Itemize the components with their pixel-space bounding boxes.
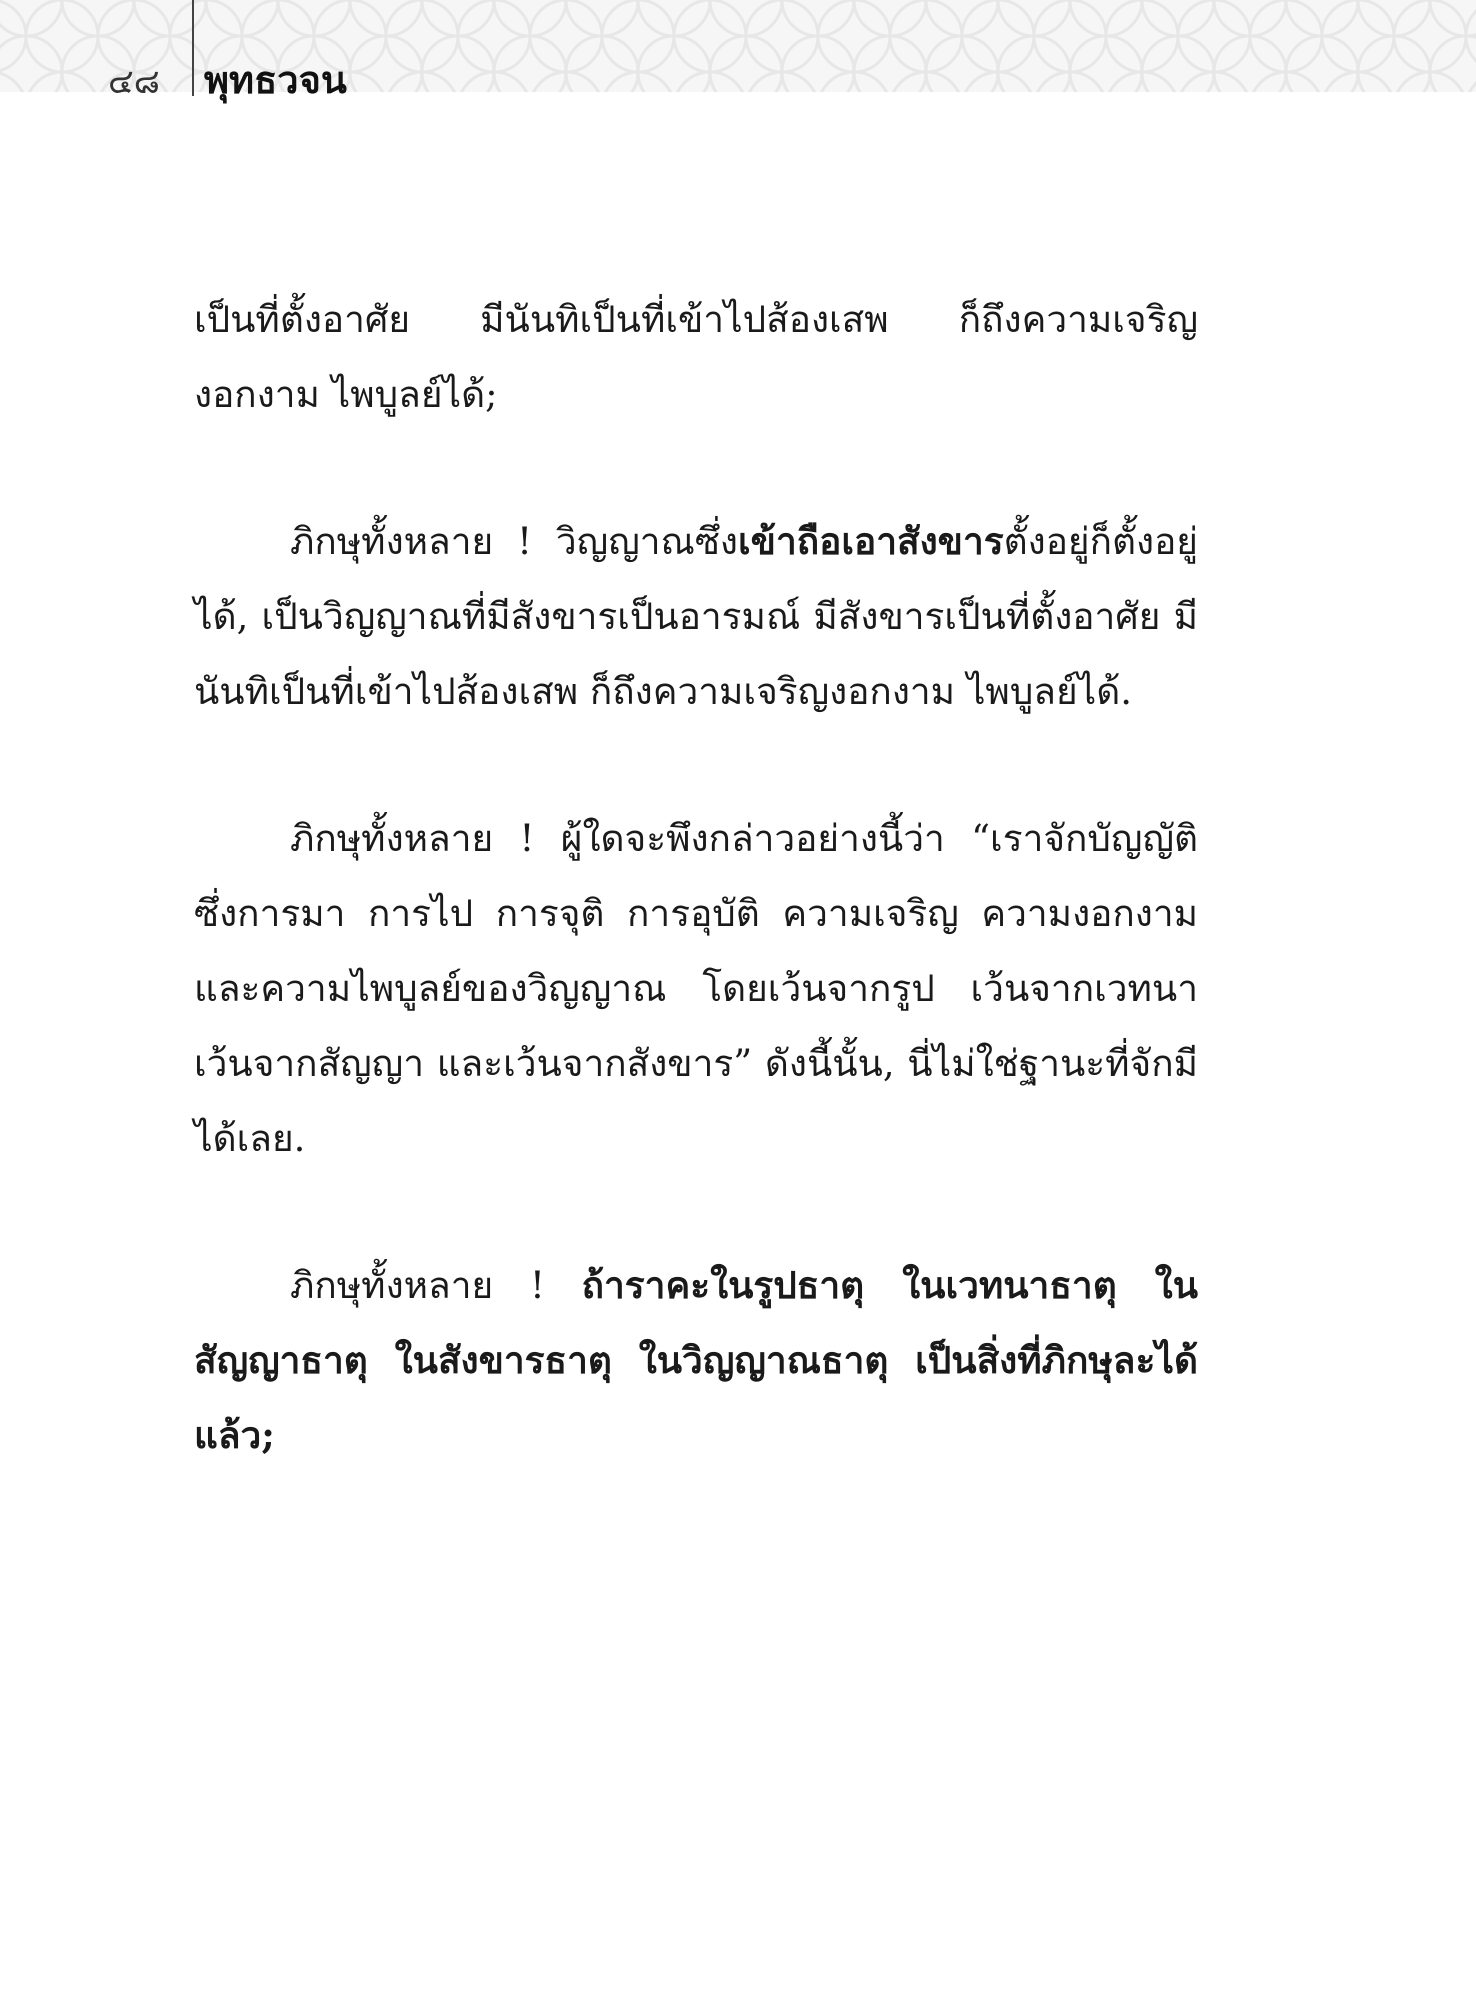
- page-content: [194, 282, 1198, 1545]
- paragraph-2-rest: ตั้งอยู่ก็ตั้งอยู่ได้, เป็นวิญญาณที่มีสังขารเป็นอารมณ์ มีสังขารเป็นที่ตั้งอาศัย มีนันทิเป็นที่เข้าไปส้องเสพ ก็ถึงความเจริญงอกงาม ไพบูลย์ได้.: [194, 520, 1198, 713]
- paragraph-1: เป็นที่ตั้งอาศัย มีนันทิเป็นที่เข้าไปส้องเสพ ก็ถึงความเจริญงอกงาม ไพบูลย์ได้;: [194, 298, 1198, 416]
- paragraph-2-lead: ภิกษุทั้งหลาย ! วิญญาณซึ่ง: [290, 520, 739, 563]
- paragraph-3: ภิกษุทั้งหลาย ! ผู้ใดจะพึงกล่าวอย่างนี้ว่า “เราจักบัญญัติ ซึ่งการมา การไป การจุติ การอุบัติ ความเจริญ ความงอกงาม และความไพบูลย์ของวิญญาณ โดยเว้นจากรูป เว้นจากเวทนา เว้นจากสัญญา และเว้นจากสังขาร” ดังนี้นั้น, นี่ไม่ใช่ฐานะที่จักมีได้เลย.: [194, 817, 1198, 1160]
- paragraph-4-bold: ถ้าราคะในรูปธาตุ ในเวทนาธาตุ ในสัญญาธาตุ ในสังขารธาตุ ในวิญญาณธาตุ เป็นสิ่งที่ภิกษุละได้แล้ว;: [194, 1263, 1198, 1457]
- page-number: ๔๘: [108, 62, 160, 102]
- paragraph-2-bold: เข้าถือเอาสังขาร: [738, 519, 1004, 563]
- header-divider: [192, 0, 194, 96]
- paragraph-4: [194, 1248, 1198, 1473]
- book-title: พุทธวจน: [204, 57, 347, 102]
- paragraph-2: [194, 504, 1198, 729]
- paragraph-4-lead: ภิกษุทั้งหลาย !: [290, 1264, 582, 1307]
